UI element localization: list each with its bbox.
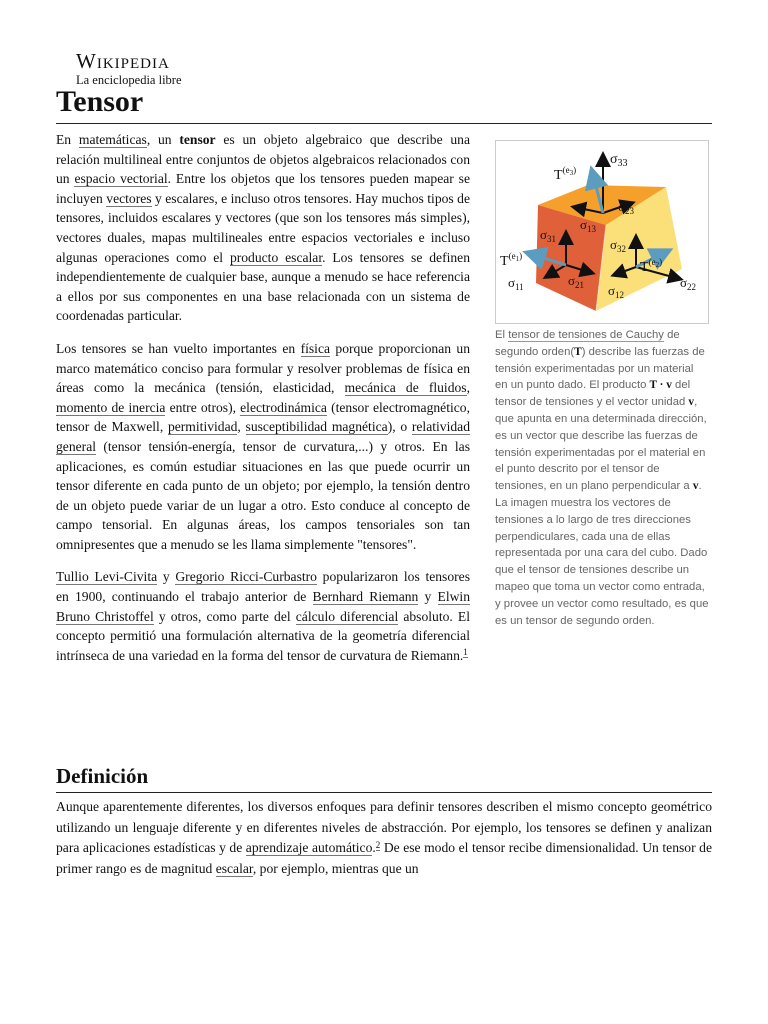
article-link[interactable]: tensor de tensiones de Cauchy: [508, 329, 664, 341]
article-link[interactable]: Gregorio Ricci-Curbastro: [175, 569, 317, 585]
article-link[interactable]: física: [300, 340, 331, 356]
article-link[interactable]: matemáticas: [78, 132, 147, 147]
text-run: , por ejemplo, mientras que un: [252, 860, 419, 876]
text-run: . La imagen muestra los vectores de tensiones a lo largo de tres direcciones perpendiculares, cada una de ellas representada por una cara del cubo. Dado que el tensor de tensiones describe un mapeo que toma un vector como entrada, y provee un vector como resultado, es que es un tensor de segundo orden.: [495, 480, 709, 627]
article-link[interactable]: relatividad general: [56, 419, 470, 454]
text-run: y escalares, e incluso otros tensores. Hay muchos tipos de tensores, incluidos escalares y vectores (que son los tensores más simples), vectores duales, mapas multilineales entre espacios vectoriales e incluso algunas operaciones como el: [56, 190, 470, 265]
article-link[interactable]: vectores: [106, 190, 152, 206]
text-run: (tensor tensión-energía, tensor de curvatura,...) y otros. En las aplicaciones, es común estudiar situaciones en las que puede ocurrir un tensor diferente en cada punto de un objeto; por ejemplo, la tensión dentro de un objeto puede variar de un lugar a otro. Esto conduce al concepto de campo tensorial. En algunas áreas, los campos tensoriales son tan omnipresentes que a menudo se les llama simplemente "tensores".: [56, 438, 470, 552]
text-run: ,: [466, 380, 470, 396]
text-run: (tensor electromagnético, tensor de Maxwell,: [56, 399, 470, 435]
definition-text: [56, 797, 712, 879]
article-link[interactable]: espacio vectorial: [74, 171, 168, 187]
text-run: del tensor de tensiones y el vector unidad: [495, 379, 691, 409]
label-sigma21: $\sigma_{21}$: [568, 273, 585, 290]
text-run: de segundo orden(: [495, 329, 680, 358]
text-run: Los tensores se han vuelto importantes en: [56, 340, 301, 356]
article-link[interactable]: escalar: [215, 860, 253, 876]
bold-term: T: [574, 345, 582, 358]
article-link[interactable]: mecánica de fluidos: [344, 380, 467, 396]
text-run: ) describe las fuerzas de tensión experimentadas por un material en un punto dado. El producto: [495, 345, 705, 392]
text-run: y: [157, 569, 176, 585]
label-sigma11: $\sigma_{11}$: [508, 275, 524, 292]
label-T-e2: T(e2): [640, 257, 663, 275]
label-sigma33: $\sigma_{33}$: [610, 152, 628, 169]
reference-marker[interactable]: 2: [375, 840, 381, 850]
text-run: es un objeto algebraico que describe una relación multilineal entre conjuntos de objetos algebraicos relacionados con un: [56, 132, 470, 187]
label-sigma31: $\sigma_{31}$: [540, 227, 557, 244]
article-link[interactable]: aprendizaje automático: [245, 840, 373, 855]
label-sigma12: $\sigma_{12}$: [608, 283, 625, 300]
intro-text: [56, 130, 470, 678]
article-link[interactable]: Elwin Bruno Christoffel: [56, 589, 470, 624]
section-heading-definicion: Definición: [56, 764, 149, 788]
stress-tensor-figure[interactable]: [495, 140, 709, 324]
cauchy-stress-cube-illustration: [496, 141, 708, 323]
bold-term: v: [692, 480, 699, 493]
label-sigma13: $\sigma_{13}$: [580, 217, 597, 234]
text-run: .: [372, 840, 376, 855]
article-link[interactable]: momento de inercia: [56, 399, 166, 415]
article-link[interactable]: electrodinámica: [240, 399, 327, 415]
text-run: ), o: [387, 419, 412, 435]
bold-term: tensor: [179, 132, 216, 147]
text-run: , que apunta en una determinada dirección, es un vector que describe las fuerzas de tensión experimentadas por el material en el punto descrito por el tensor de tensiones, en un plano perpendicular a: [495, 396, 707, 493]
text-run: ,: [237, 419, 246, 435]
title-divider: [56, 123, 712, 124]
wikipedia-wordmark: Wikipedia: [76, 49, 170, 73]
text-run: entre otros),: [165, 399, 241, 415]
text-run: y otros, como parte del: [153, 608, 296, 624]
article-link[interactable]: Bernhard Riemann: [312, 589, 419, 605]
reference-marker[interactable]: 1: [463, 646, 468, 657]
bold-term: T · v: [649, 379, 672, 392]
label-sigma22: $\sigma_{22}$: [680, 275, 697, 292]
bold-term: v: [688, 396, 695, 409]
text-run: . Entre los objetos que los tensores pueden mapear se incluyen: [56, 171, 471, 206]
infobox: [495, 140, 709, 629]
text-run: y: [418, 589, 438, 605]
figure-caption: [495, 327, 709, 629]
label-T-e1: T(e1): [500, 251, 523, 269]
article-link[interactable]: cálculo diferencial: [295, 608, 399, 624]
text-run: De ese modo el tensor recibe dimensionalidad. Un tensor de primer rango es de magnitud: [56, 840, 712, 876]
intro-paragraph-3: [56, 567, 470, 665]
label-T-e3: T(e3): [554, 165, 577, 183]
article-link[interactable]: susceptibilidad magnética: [245, 419, 388, 435]
definition-paragraph-1: [56, 797, 712, 879]
article-link[interactable]: permitividad: [167, 419, 238, 435]
intro-paragraph-2: [56, 339, 470, 555]
text-run: En: [56, 132, 79, 147]
page-title: Tensor: [56, 85, 144, 118]
text-run: Aunque aparentemente diferentes, los diversos enfoques para definir tensores describen el mismo concepto geométrico utilizando un lenguaje diferente y en diferentes niveles de abstracción. Por ejemplo, los tensores se definen y analizan para aplicaciones estadísticas y de: [56, 799, 712, 855]
wikipedia-logo[interactable]: [76, 50, 182, 87]
text-run: porque proporcionan un marco matemático conciso para formular y resolver problemas de física en áreas como la mecánica (tensión, elasticidad,: [56, 340, 471, 396]
text-run: , un: [146, 132, 180, 147]
section-divider: [56, 792, 712, 793]
text-run: popularizaron los tensores en 1900, continuando el trabajo anterior de: [56, 569, 470, 605]
intro-paragraph-1: [56, 130, 470, 326]
label-sigma23: $\sigma_{23}$: [618, 199, 635, 216]
text-run: El: [495, 329, 509, 341]
text-run: absoluto. El concepto permitió una formulación alternativa de la geometría diferencial intrínseca de una variedad en la forma del tensor de curvatura de Riemann.: [56, 608, 470, 663]
label-sigma32: $\sigma_{32}$: [610, 237, 627, 254]
wikipedia-tagline: La enciclopedia libre: [76, 73, 182, 87]
text-run: . Los tensores se definen independientemente de cualquier base, aunque a menudo se hace referencia a ellos por sus componentes en una base relacionada con un sistema de coordenadas particular.: [56, 249, 471, 324]
article-link[interactable]: Tullio Levi-Civita: [56, 569, 158, 585]
article-link[interactable]: producto escalar: [229, 249, 323, 265]
